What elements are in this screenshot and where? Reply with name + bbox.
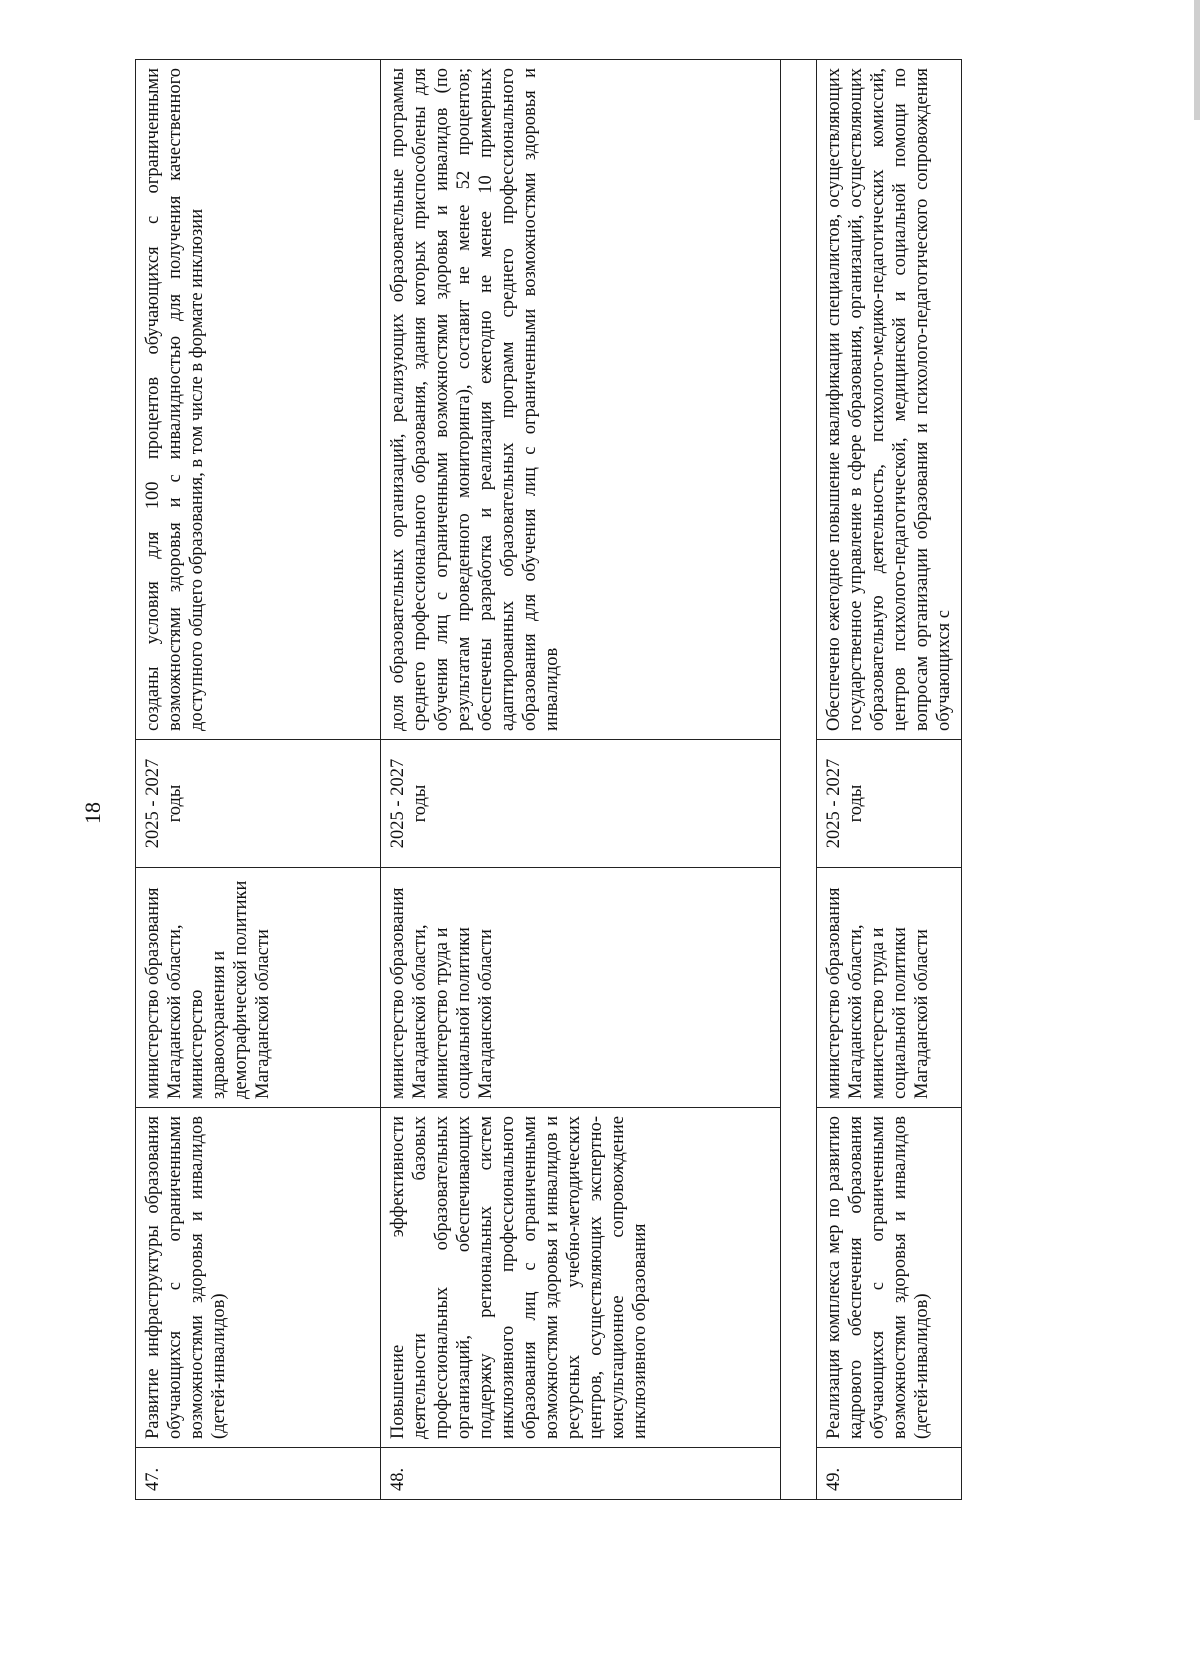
term-cell: 2025 - 2027 годы <box>136 740 381 868</box>
term-cell: 2025 - 2027 годы <box>817 740 962 868</box>
result-cell: созданы условия для 100 процентов обучающихся с ограниченными возможностями здоровья и с инвалидностью для получения качественного доступного общего образования, в том числе в формате инклюзии <box>136 60 381 740</box>
row-gap <box>781 60 817 1500</box>
result-cell: доля образовательных организаций, реализующих образовательные программы среднего профессионального образования, здания которых приспособлены для обучения лиц с ограниченными возможностями здоровья и инвалидов (по результатам проведенного мониторинга), составит не менее 52 процентов; обеспечены разработка и реализация ежегодно не менее 10 примерных адаптированных образовательных программ среднего профессионального образования для обучения лиц с ограниченными возможностями здоровья и инвалидов <box>381 60 781 740</box>
executors-cell: министерство образования Магаданской области, министерство здравоохранения и демографической политики Магаданской области <box>136 868 381 1108</box>
term-cell: 2025 - 2027 годы <box>381 740 781 868</box>
scan-edge-mark <box>1194 0 1200 120</box>
activity-cell: Повышение эффективности деятельности базовых профессиональных образовательных организаций, обеспечивающих поддержку региональных систем инклюзивного профессионального образования лиц с ограниченными возможностями здоровья и инвалидов и ресурсных учебно-методических центров, осуществляющих экспертно-консультационное сопровождение инклюзивного образования <box>381 1108 781 1448</box>
executors-cell: министерство образования Магаданской области, министерство труда и социальной политики Магаданской области <box>817 868 962 1108</box>
table-row <box>136 60 381 1500</box>
rotated-table-frame <box>135 60 954 1500</box>
activity-cell: Развитие инфраструктуры образования обучающихся с ограниченными возможностями здоровья и инвалидов (детей-инвалидов) <box>136 1108 381 1448</box>
executors-cell: министерство образования Магаданской области, министерство труда и социальной политики Магаданской области <box>381 868 781 1108</box>
row-number: 48. <box>381 1448 781 1500</box>
measures-table <box>135 59 962 1500</box>
row-number: 49. <box>817 1448 962 1500</box>
result-cell: Обеспечено ежегодное повышение квалификации специалистов, осуществляющих государственное управление в сфере образования, организаций, осуществляющих образовательную деятельность, психолого-медико-педагогических комиссий, центров психолого-педагогической, медицинской и социальной помощи по вопросам организации образования и психолого-педагогического сопровождения обучающихся с <box>817 60 962 740</box>
page-number: 18 <box>80 802 105 824</box>
table-row <box>817 60 962 1500</box>
table-row <box>381 60 781 1500</box>
activity-cell: Реализация комплекса мер по развитию кадрового обеспечения образования обучающихся с ограниченными возможностями здоровья и инвалидов (детей-инвалидов) <box>817 1108 962 1448</box>
row-number: 47. <box>136 1448 381 1500</box>
